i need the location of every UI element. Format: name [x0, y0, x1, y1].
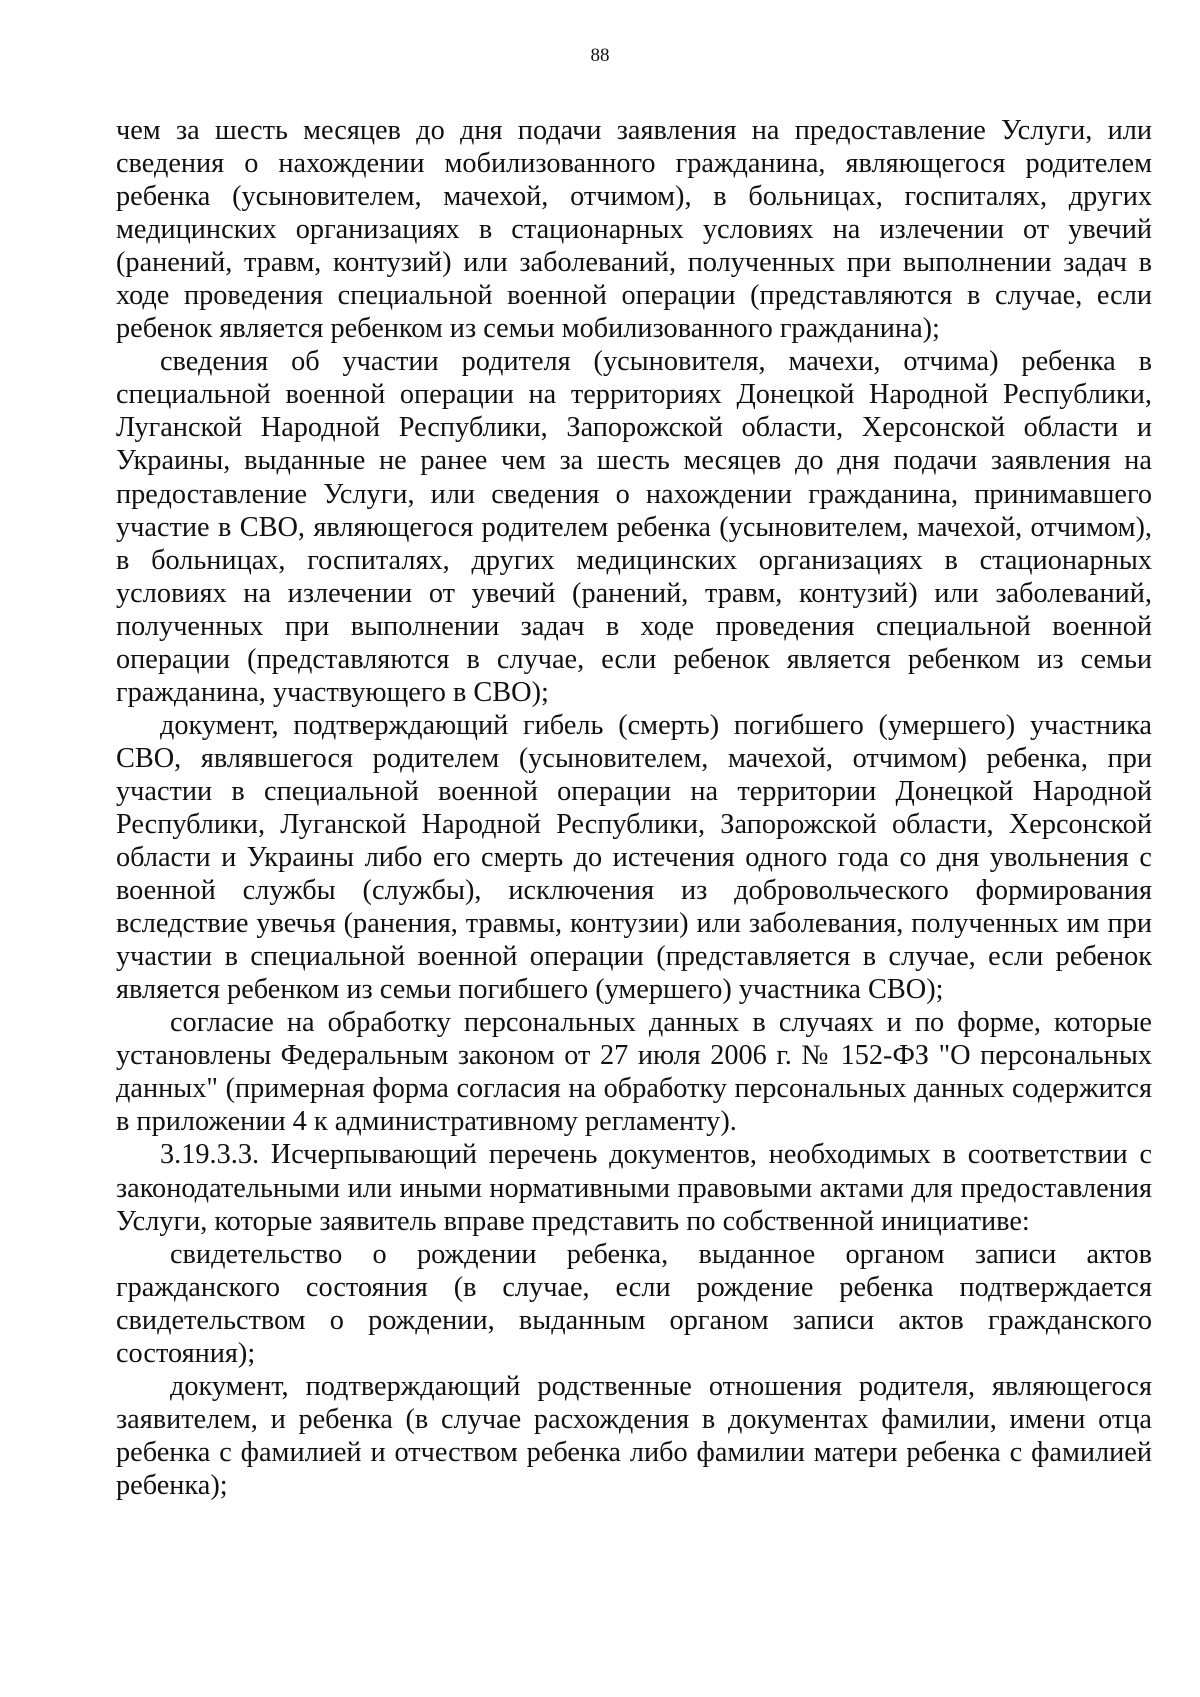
- paragraph-section-3-19-3-3: 3.19.3.3. Исчерпывающий перечень документов, необходимых в соответствии с законодательными или иными нормативными правовыми актами для предоставления Услуги, которые заявитель вправе представить по собственной инициативе:: [116, 1139, 1152, 1237]
- paragraph-personal-data-consent: согласие на обработку персональных данных в случаях и по форме, которые установлены Федеральным законом от 27 июля 2006 г. № 152-ФЗ "О персональных данных" (примерная форма согласия на обработку персональных данных содержится в приложении 4 к административному регламенту).: [116, 1007, 1152, 1138]
- paragraph-kinship-document: документ, подтверждающий родственные отношения родителя, являющегося заявителем, и ребенка (в случае расхождения в документах фамилии, имени отца ребенка с фамилией и отчеством ребенка либо фамилии матери ребенка с фамилией ребенка);: [116, 1370, 1152, 1501]
- paragraph-svo-participation: сведения об участии родителя (усыновителя, мачехи, отчима) ребенка в специальной военной операции на территориях Донецкой Народной Республики, Луганской Народной Республики, Запорожской области, Херсонской области и Украины, выданные не ранее чем за шесть месяцев до дня подачи заявления на предоставление Услуги, или сведения о нахождении гражданина, принимавшего участие в СВО, являющегося родителем ребенка (усыновителем, мачехой, отчимом), в больницах, госпиталях, других медицинских организациях в стационарных условиях на излечении от увечий (ранений, травм, контузий) или заболеваний, полученных при выполнении задач в ходе проведения специальной военной операции (представляются в случае, если ребенок является ребенком из семьи гражданина, участвующего в СВО);: [116, 346, 1152, 708]
- page-number: 88: [590, 45, 610, 66]
- paragraph-birth-certificate: свидетельство о рождении ребенка, выданное органом записи актов гражданского состояния (в случае, если рождение ребенка подтверждается свидетельством о рождении, выданным органом записи актов гражданского состояния);: [116, 1238, 1152, 1369]
- document-body: [116, 114, 1152, 1502]
- paragraph-death-document: документ, подтверждающий гибель (смерть) погибшего (умершего) участника СВО, являвшегося родителем (усыновителем, мачехой, отчимом) ребенка, при участии в специальной военной операции на территории Донецкой Народной Республики, Луганской Народной Республики, Запорожской области, Херсонской области и Украины либо его смерть до истечения одного года со дня увольнения с военной службы (службы), исключения из добровольческого формирования вследствие увечья (ранения, травмы, контузии) или заболевания, полученных им при участии в специальной военной операции (представляется в случае, если ребенок является ребенком из семьи погибшего (умершего) участника СВО);: [116, 709, 1152, 1006]
- paragraph-continuation: чем за шесть месяцев до дня подачи заявления на предоставление Услуги, или сведения о нахождении мобилизованного гражданина, являющегося родителем ребенка (усыновителем, мачехой, отчимом), в больницах, госпиталях, других медицинских организациях в стационарных условиях на излечении от увечий (ранений, травм, контузий) или заболеваний, полученных при выполнении задач в ходе проведения специальной военной операции (представляются в случае, если ребенок является ребенком из семьи мобилизованного гражданина);: [116, 115, 1152, 345]
